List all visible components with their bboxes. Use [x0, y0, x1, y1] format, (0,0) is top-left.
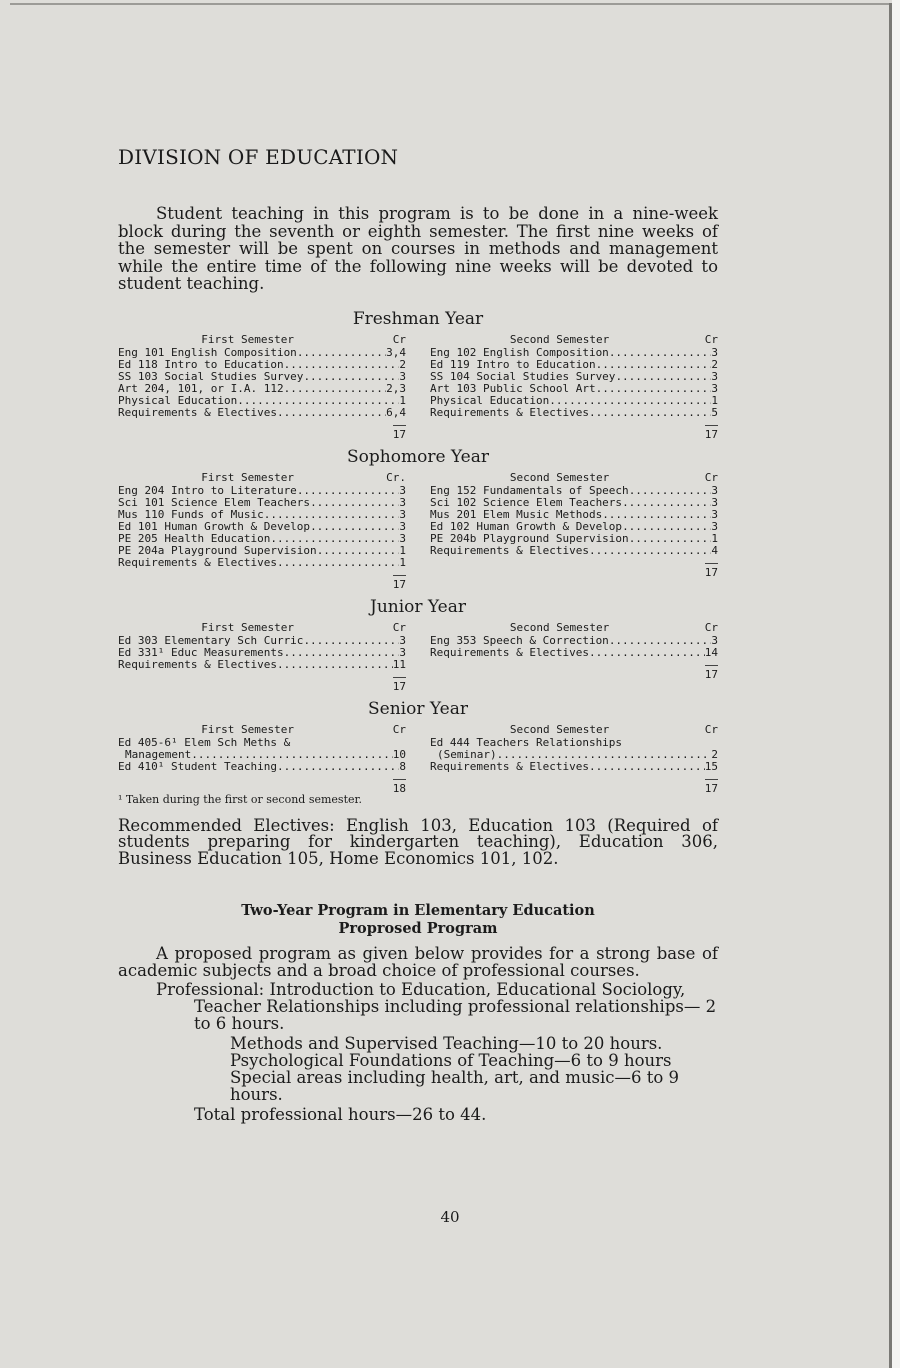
course-row	[118, 749, 406, 761]
leader-dots	[596, 359, 712, 371]
course-name: Ed 331¹ Educ Measurements	[118, 645, 284, 659]
program-intro: A proposed program as given below provides for a strong base of academic subjects and a broad choice of professional courses.	[118, 943, 718, 980]
credit-header: Cr	[392, 332, 406, 346]
course-credits: 3	[399, 495, 406, 509]
leader-dots	[609, 347, 712, 359]
year-block	[118, 597, 718, 695]
course-row	[118, 545, 406, 557]
semester-label: First Semester	[201, 722, 294, 736]
course-row	[430, 485, 718, 497]
leader-dots	[622, 497, 711, 509]
leader-dots	[270, 533, 399, 545]
course-name: Mus 110 Funds of Music	[118, 507, 264, 521]
course-row	[118, 359, 406, 371]
course-name: Requirements & Electives	[118, 405, 277, 419]
leader-dots	[615, 371, 711, 383]
course-credits: 3	[399, 507, 406, 521]
course-credits: 1	[399, 555, 406, 569]
intro-paragraph: Student teaching in this program is to be done in a nine-week block during the seventh or eighth semester. The first nine weeks of the semester will be spent on courses in methods and management while the entire time of the following nine weeks will be devoted to student teaching.	[118, 204, 718, 293]
year-title: Senior Year	[368, 698, 468, 719]
course-name: Management	[125, 747, 192, 761]
special-line: Special areas including health, art, and music—6 to 9 hours.	[230, 1068, 680, 1105]
course-credits: 3	[711, 633, 718, 647]
page-number: 40	[440, 1208, 460, 1226]
leader-dots	[596, 383, 712, 395]
course-credits: 3	[399, 633, 406, 647]
course-credits: 3	[711, 345, 718, 359]
course-name: Physical Education	[430, 393, 550, 407]
course-credits: 2	[399, 357, 406, 371]
course-credits: 6,4	[386, 405, 406, 419]
course-credits: 3	[399, 519, 406, 533]
semester-total-row	[118, 671, 406, 695]
semester-label: Second Semester	[509, 470, 610, 484]
leader-dots	[310, 497, 399, 509]
course-row	[118, 557, 406, 569]
two-year-program	[118, 902, 718, 1124]
curriculum-years	[118, 309, 718, 797]
semester-total: 17	[393, 575, 406, 593]
credit-header: Cr	[392, 620, 406, 634]
semester-total: 17	[393, 425, 406, 443]
course-name: Ed 303 Elementary Sch Curric	[118, 633, 304, 647]
semester-total-row	[430, 419, 718, 443]
course-name: Ed 405-6¹ Elem Sch Meths &	[118, 735, 291, 749]
course-credits: 10	[392, 747, 406, 761]
semester-header	[430, 333, 718, 347]
course-name: Requirements & Electives	[118, 555, 277, 569]
course-credits: 1	[399, 393, 406, 407]
course-row	[118, 521, 406, 533]
course-name: Sci 101 Science Elem Teachers	[118, 495, 311, 509]
leader-dots	[303, 635, 399, 647]
semester-header	[430, 621, 718, 635]
course-name: Art 204, 101, or I.A. 112	[118, 381, 284, 395]
course-row	[118, 659, 406, 671]
course-name: PE 204a Playground Supervision	[118, 543, 317, 557]
leader-dots	[589, 761, 705, 773]
semester-label: Second Semester	[509, 332, 610, 346]
leader-dots	[297, 347, 386, 359]
semester-columns	[118, 621, 718, 695]
leader-dots	[277, 761, 399, 773]
course-credits: 3	[711, 519, 718, 533]
total-professional-line: Total professional hours—26 to 44.	[194, 1105, 487, 1125]
course-name: Ed 119 Intro to Education	[430, 357, 596, 371]
course-row	[118, 347, 406, 359]
leader-dots	[191, 749, 393, 761]
course-name: (Seminar)	[437, 747, 497, 761]
course-credits: 3	[711, 483, 718, 497]
course-name: Eng 353 Speech & Correction	[430, 633, 609, 647]
leader-dots	[284, 647, 400, 659]
semester-total: 17	[705, 563, 718, 581]
course-row	[430, 533, 718, 545]
course-row	[430, 737, 718, 749]
leader-dots	[622, 521, 711, 533]
page-edge-top	[10, 3, 892, 5]
program-subtitle: Proprosed Program	[338, 919, 498, 937]
second-semester-column	[430, 723, 718, 797]
year-title: Freshman Year	[352, 308, 484, 329]
credit-header: Cr	[704, 470, 718, 484]
course-credits: 4	[711, 543, 718, 557]
course-credits: 3	[711, 495, 718, 509]
division-title: DIVISION OF EDUCATION	[118, 145, 399, 169]
semester-header	[118, 333, 406, 347]
course-credits: 3	[399, 531, 406, 545]
semester-total-row	[430, 557, 718, 581]
leader-dots	[277, 407, 386, 419]
semester-label: Second Semester	[509, 722, 610, 736]
leader-dots	[284, 359, 400, 371]
credit-header: Cr	[704, 620, 718, 634]
course-name: Requirements & Electives	[430, 645, 589, 659]
semester-columns	[118, 723, 718, 797]
course-credits: 2,3	[386, 381, 406, 395]
course-name: Eng 102 English Composition	[430, 345, 609, 359]
course-row	[430, 545, 718, 557]
course-name: Ed 118 Intro to Education	[118, 357, 284, 371]
footnote: ¹ Taken during the first or second semester.	[118, 792, 363, 806]
course-credits: 11	[392, 657, 406, 671]
course-name: Ed 101 Human Growth & Develop	[118, 519, 311, 533]
leader-dots	[297, 485, 400, 497]
semester-header	[430, 471, 718, 485]
course-credits: 14	[704, 645, 718, 659]
course-row	[430, 521, 718, 533]
course-name: Ed 102 Human Growth & Develop	[430, 519, 623, 533]
course-credits: 1	[711, 393, 718, 407]
course-name: Eng 101 English Composition	[118, 345, 297, 359]
course-row	[430, 359, 718, 371]
semester-total: 18	[393, 779, 406, 797]
leader-dots	[629, 485, 712, 497]
leader-dots	[277, 659, 393, 671]
course-credits: 1	[711, 531, 718, 545]
year-block	[118, 699, 718, 797]
semester-total-row	[430, 659, 718, 683]
course-credits: 3	[399, 645, 406, 659]
course-row	[430, 395, 718, 407]
course-row	[118, 485, 406, 497]
semester-header	[118, 621, 406, 635]
course-credits: 3	[711, 369, 718, 383]
course-credits: 3,4	[386, 345, 406, 359]
course-row	[118, 371, 406, 383]
leader-dots	[602, 509, 711, 521]
course-name: Art 103 Public School Art	[430, 381, 596, 395]
second-semester-column	[430, 471, 718, 593]
course-row	[118, 497, 406, 509]
leader-dots	[310, 521, 399, 533]
course-name: PE 204b Playground Supervision	[430, 531, 629, 545]
psych-line: Psychological Foundations of Teaching—6 to 9 hours	[230, 1051, 672, 1071]
semester-header	[118, 471, 406, 485]
course-name: Eng 204 Intro to Literature	[118, 483, 297, 497]
course-credits: 2	[711, 747, 718, 761]
year-title: Junior Year	[370, 596, 466, 617]
page-edge-margin	[892, 0, 900, 1368]
semester-header	[430, 723, 718, 737]
professional-paragraph: Professional: Introduction to Education, Educational Sociology, Teacher Relationships including professional relationships— 2 to 6 hours.	[156, 980, 717, 1034]
program-title: Two-Year Program in Elementary Education	[241, 901, 595, 919]
semester-label: First Semester	[201, 470, 294, 484]
course-row	[118, 395, 406, 407]
course-name: Mus 201 Elem Music Methods	[430, 507, 603, 521]
year-block	[118, 447, 718, 593]
course-name: Eng 152 Fundamentals of Speech	[430, 483, 629, 497]
leader-dots	[609, 635, 712, 647]
semester-columns	[118, 471, 718, 593]
semester-total-row	[430, 773, 718, 797]
page-content	[118, 145, 718, 1123]
leader-dots	[497, 749, 712, 761]
leader-dots	[284, 383, 387, 395]
second-semester-column	[430, 333, 718, 443]
leader-dots	[629, 533, 712, 545]
course-name: SS 104 Social Studies Survey	[430, 369, 616, 383]
course-credits: 5	[711, 405, 718, 419]
course-row	[430, 749, 718, 761]
course-name: Physical Education	[118, 393, 238, 407]
leader-dots	[303, 371, 399, 383]
methods-line: Methods and Supervised Teaching—10 to 20 hours.	[230, 1034, 663, 1054]
credit-header: Cr	[392, 722, 406, 736]
year-block	[118, 309, 718, 443]
course-row	[430, 761, 718, 773]
recommended-electives: Recommended Electives: English 103, Education 103 (Required of students preparing for kindergarten teaching), Education 306, Business Education 105, Home Economics 101, 102.	[118, 815, 718, 869]
leader-dots	[589, 647, 705, 659]
leader-dots	[317, 545, 400, 557]
semester-total: 17	[393, 677, 406, 695]
course-row	[430, 509, 718, 521]
course-name: Requirements & Electives	[118, 657, 277, 671]
semester-total: 17	[705, 779, 718, 797]
course-row	[430, 347, 718, 359]
course-row	[430, 371, 718, 383]
course-credits: 1	[399, 543, 406, 557]
credit-header: Cr.	[386, 470, 406, 484]
course-name: SS 103 Social Studies Survey	[118, 369, 304, 383]
course-name: PE 205 Health Education	[118, 531, 271, 545]
first-semester-column	[118, 723, 406, 797]
course-name: Ed 444 Teachers Relationships	[430, 735, 623, 749]
first-semester-column	[118, 621, 406, 695]
first-semester-column	[118, 471, 406, 593]
course-row	[118, 737, 406, 749]
semester-total-row	[118, 773, 406, 797]
course-credits: 3	[711, 507, 718, 521]
year-title: Sophomore Year	[347, 446, 489, 467]
semester-header	[118, 723, 406, 737]
course-credits: 3	[399, 483, 406, 497]
course-name: Requirements & Electives	[430, 759, 589, 773]
first-semester-column	[118, 333, 406, 443]
credit-header: Cr	[704, 332, 718, 346]
course-credits: 2	[711, 357, 718, 371]
course-name: Ed 410¹ Student Teaching	[118, 759, 277, 773]
semester-label: First Semester	[201, 620, 294, 634]
credit-header: Cr	[704, 722, 718, 736]
course-credits: 3	[711, 381, 718, 395]
course-row	[430, 647, 718, 659]
semester-total-row	[118, 569, 406, 593]
semester-columns	[118, 333, 718, 443]
course-row	[430, 407, 718, 419]
course-row	[118, 509, 406, 521]
semester-total: 17	[705, 425, 718, 443]
course-row	[118, 635, 406, 647]
leader-dots	[549, 395, 711, 407]
course-credits: 15	[704, 759, 718, 773]
course-row	[118, 647, 406, 659]
course-name: Sci 102 Science Elem Teachers	[430, 495, 623, 509]
course-credits: 8	[399, 759, 406, 773]
course-row	[430, 383, 718, 395]
course-name: Requirements & Electives	[430, 405, 589, 419]
course-name: Requirements & Electives	[430, 543, 589, 557]
course-row	[118, 761, 406, 773]
course-row	[430, 497, 718, 509]
course-row	[118, 407, 406, 419]
leader-dots	[589, 407, 711, 419]
leader-dots	[264, 509, 400, 521]
second-semester-column	[430, 621, 718, 695]
course-credits: 3	[399, 369, 406, 383]
semester-label: Second Semester	[509, 620, 610, 634]
leader-dots	[237, 395, 399, 407]
semester-total: 17	[705, 665, 718, 683]
semester-total-row	[118, 419, 406, 443]
leader-dots	[589, 545, 711, 557]
course-row	[118, 383, 406, 395]
course-row	[118, 533, 406, 545]
course-row	[430, 635, 718, 647]
leader-dots	[277, 557, 399, 569]
semester-label: First Semester	[201, 332, 294, 346]
